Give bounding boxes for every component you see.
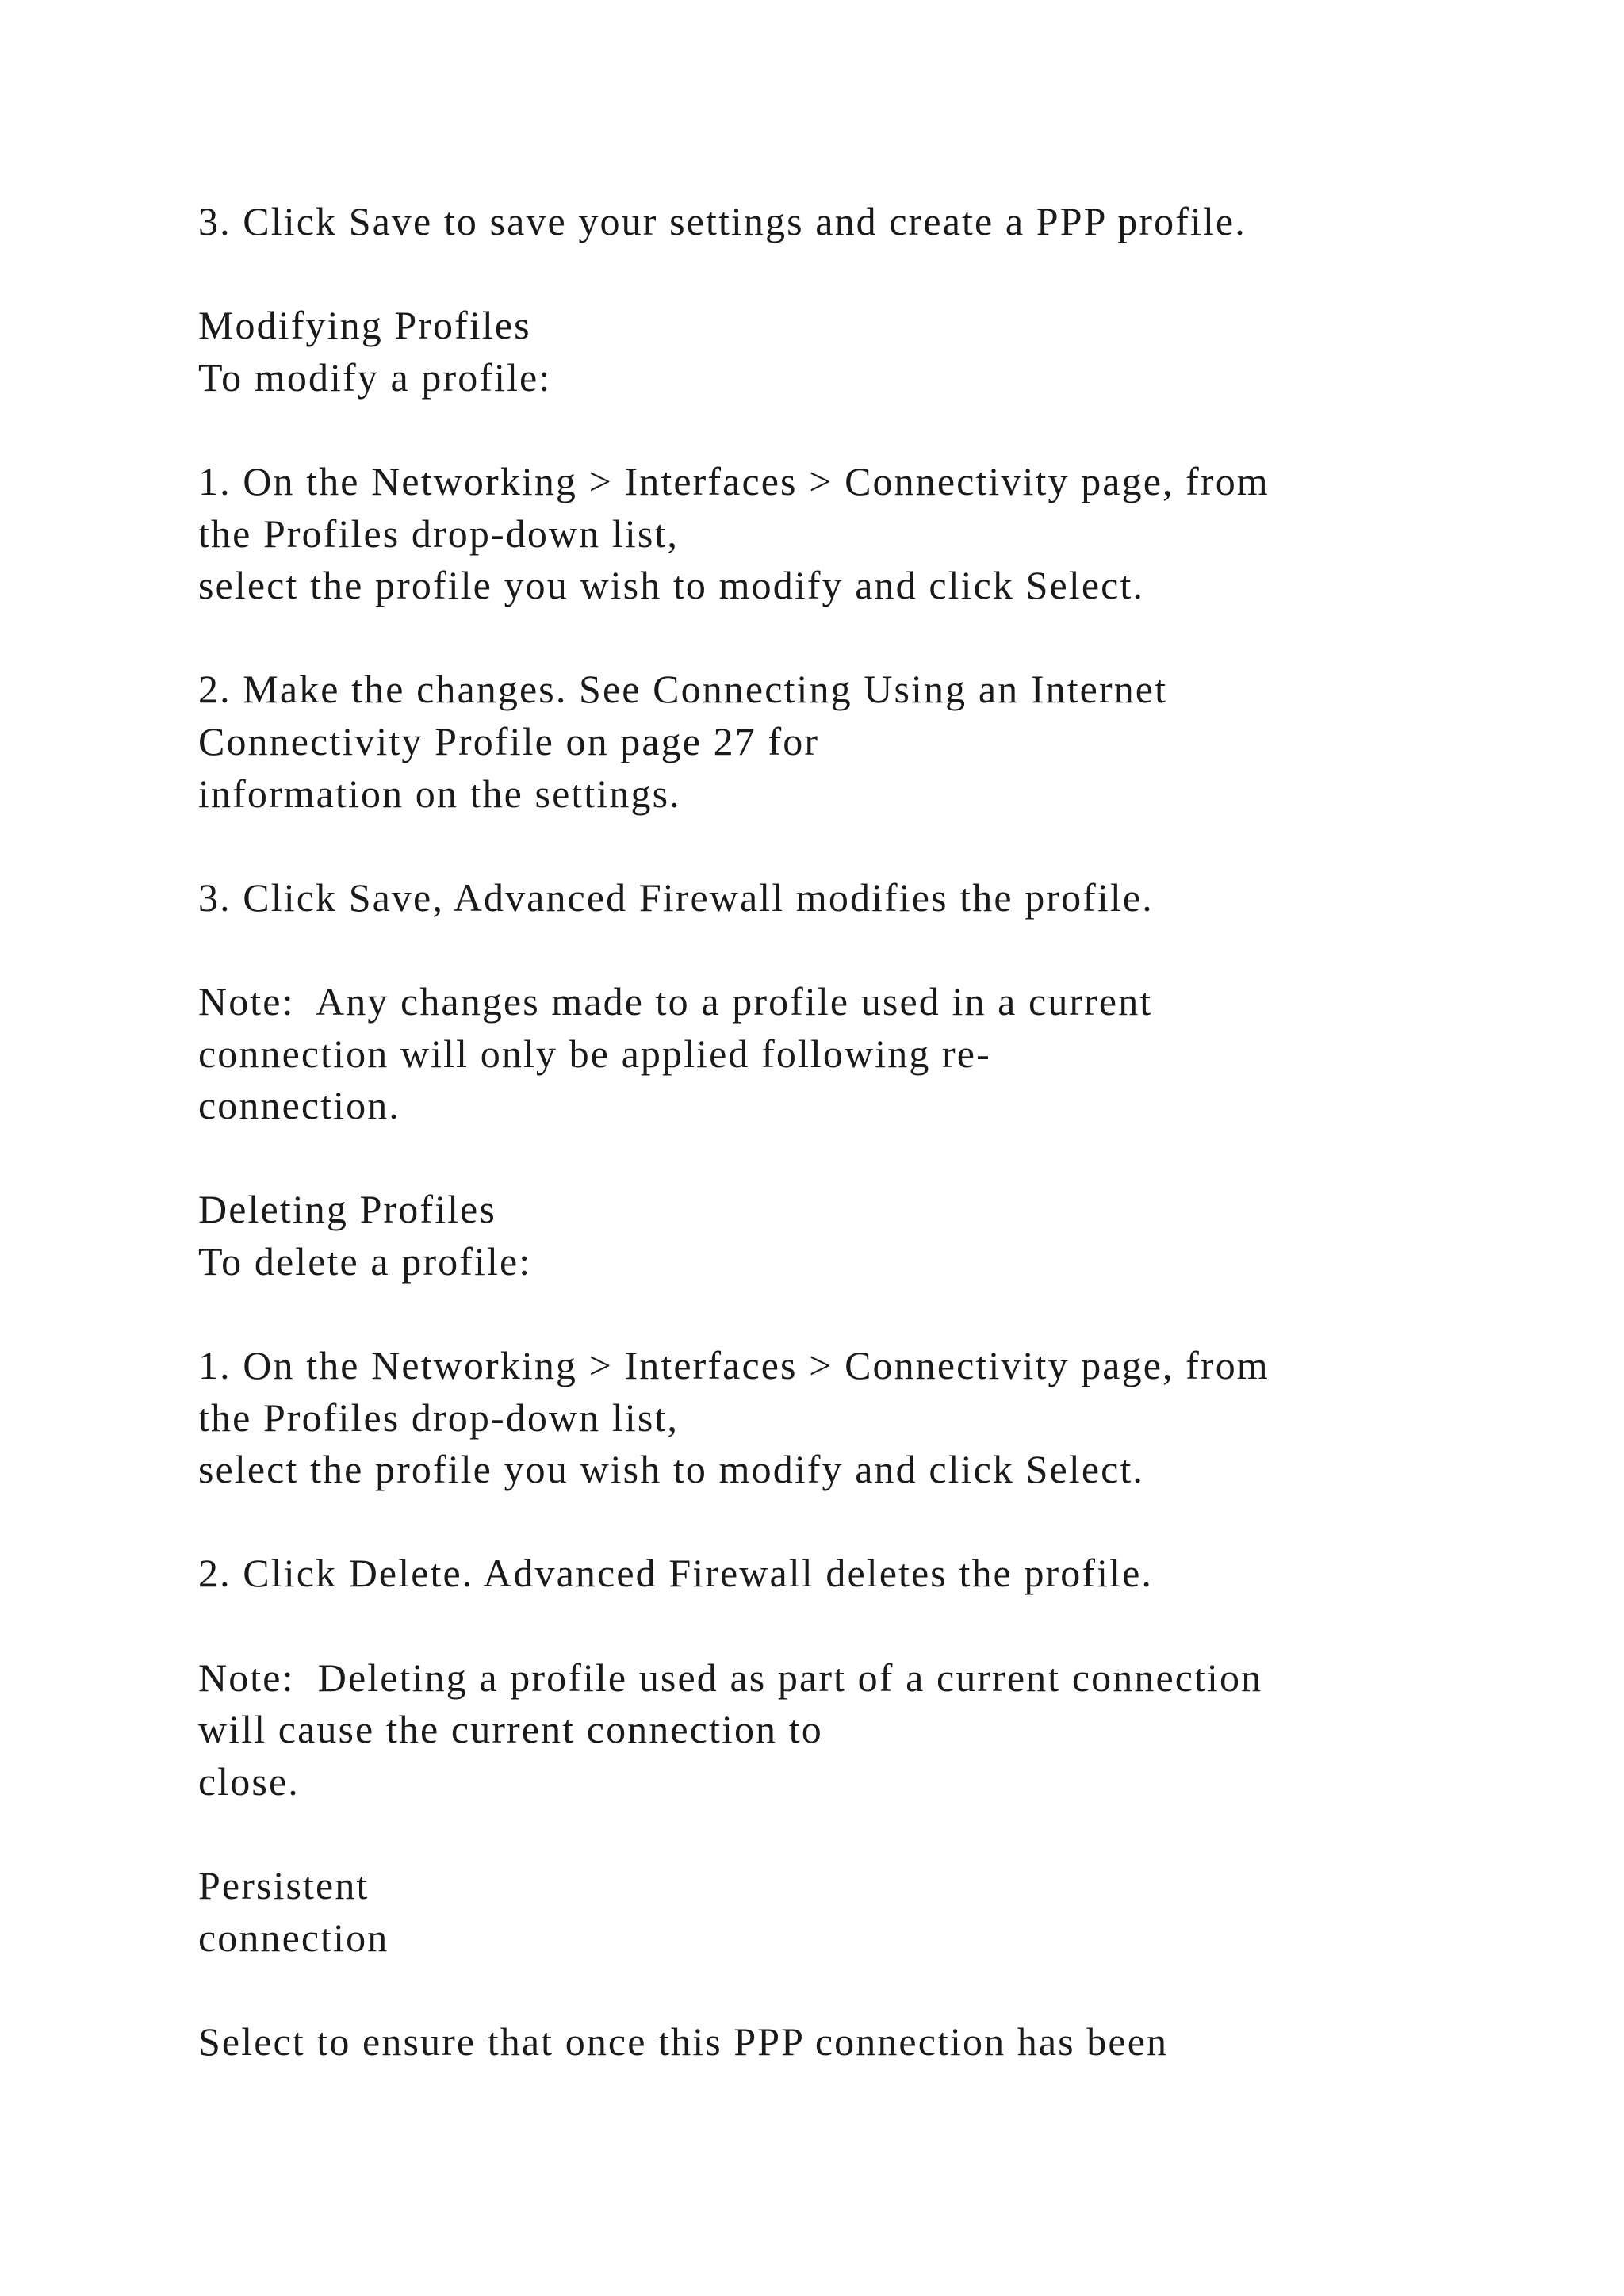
text-line: the Profiles drop-down list, [198,1395,679,1440]
text-line: Persistent [198,1863,370,1908]
text-line: 3. Click Save to save your settings and create a PPP profile. [198,199,1247,243]
text-line: 2. Make the changes. See Connecting Using an Internet [198,667,1168,712]
text-line: select the profile you wish to modify and click Select. [198,1447,1144,1492]
text-line: Deleting Profiles [198,1187,496,1232]
text-line: 1. On the Networking > Interfaces > Connectivity page, from [198,458,1270,503]
text-line: information on the settings. [198,771,681,816]
text-line: To delete a profile: [198,1238,532,1284]
blank-line [198,1964,1594,2016]
text-line: Note: Deleting a profile used as part of a current connection [198,1655,1263,1700]
text-line: 3. Click Save, Advanced Firewall modifies the profile. [198,874,1154,920]
text-line: Connectivity Profile on page 27 for [198,718,820,763]
text-line: select the profile you wish to modify and click Select. [198,563,1144,608]
text-line: 1. On the Networking > Interfaces > Connectivity page, from [198,1343,1270,1388]
blank-line [198,1808,1594,1860]
blank-line [198,820,1594,872]
blank-line [198,1288,1594,1340]
text-line: 2. Click Delete. Advanced Firewall deletes the profile. [198,1551,1154,1596]
text-line: connection will only be applied following re- [198,1031,991,1076]
text-line: Modifying Profiles [198,303,531,348]
blank-line [198,612,1594,664]
blank-line [198,248,1594,300]
text-line: will cause the current connection to [198,1707,823,1752]
text-line: Select to ensure that once this PPP connection has been [198,2019,1169,2064]
text-line: connection [198,1915,389,1960]
text-line: close. [198,1758,300,1804]
blank-line [198,1496,1594,1548]
text-line: To modify a profile: [198,354,552,400]
blank-line [198,1132,1594,1184]
text-line: Note: Any changes made to a profile used in a current [198,978,1153,1024]
blank-line [198,404,1594,456]
text-line: the Profiles drop-down list, [198,511,679,556]
text-line: connection. [198,1083,400,1128]
blank-line [198,1600,1594,1652]
document-body [198,196,1594,2068]
blank-line [198,924,1594,976]
